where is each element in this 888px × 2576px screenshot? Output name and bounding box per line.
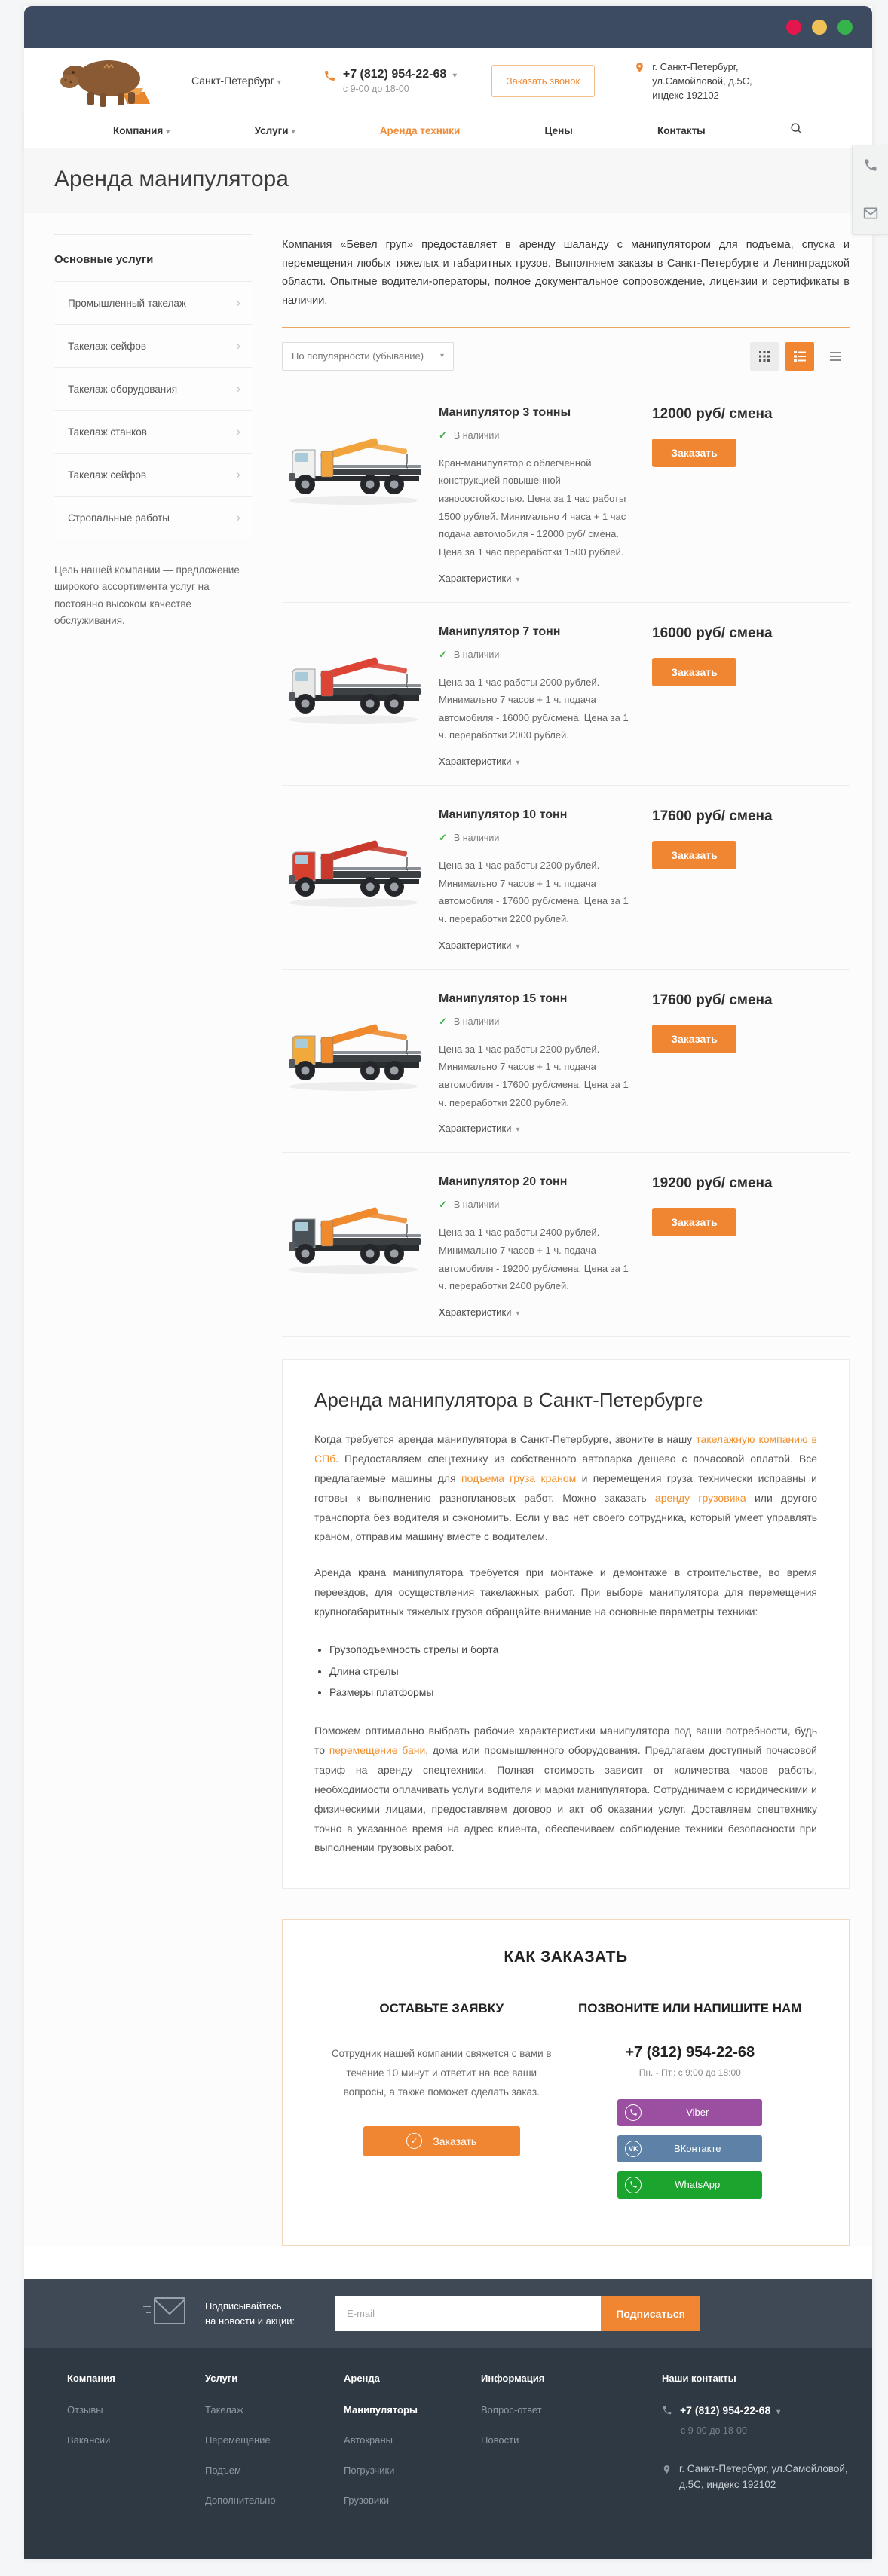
footer-link-reviews[interactable]: Отзывы [67,2403,103,2416]
callback-phone-icon[interactable] [863,157,878,173]
chevron-down-icon: ▾ [516,759,520,768]
location-pin-icon [634,60,645,75]
leave-request-column [317,2000,566,2208]
footer-heading: Наши контакты [662,2372,736,2384]
leave-request-text: Сотрудник нашей компании свяжется с вами в течение 10 минут и ответит на все ваши вопросы, а также поможет сделать заказ. [331,2047,552,2098]
contact-hours: Пн. - Пт.: с 9:00 до 18:00 [638,2067,741,2078]
check-icon: ✓ [439,1199,447,1211]
sort-select[interactable]: По популярности (убывание) ▾ [282,342,454,371]
specs-toggle[interactable]: Характеристики ▾ [439,1306,520,1318]
footer-column-info [481,2373,662,2525]
view-grid-icon[interactable] [750,342,779,371]
inline-link[interactable]: перемещение бани [329,1743,426,1756]
sidebar-item-slinging-works[interactable]: Стропальные работы › [54,497,252,539]
footer-link-lifting[interactable]: Подъем [205,2464,241,2476]
bottom-gap [0,2559,888,2576]
footer-link-trucks[interactable]: Грузовики [344,2494,390,2506]
phone-icon [662,2405,672,2416]
whatsapp-icon [625,2177,642,2193]
product-description: Кран-манипулятор с облегченной конструкцией повышенной износостойкостью. Цена за 1 час работы 1500 рублей. Минимально 4 часа + 1 час подача автомобиля - 12000 руб/ смена. Цена за 1 час переработки 1500 рублей. [439,457,626,558]
footer-address: г. Санкт-Петербург, ул.Самойловой, д.5С, индекс 192102 [662,2461,850,2493]
window-control-minimize-icon[interactable] [812,20,827,35]
footer-link-autocranes[interactable]: Автокраны [344,2434,393,2446]
order-button[interactable]: Заказать [652,1025,736,1053]
chevron-down-icon: ▾ [452,71,457,80]
product-price: 16000 руб/ смена [652,625,773,641]
footer-link-vacancies[interactable]: Вакансии [67,2434,111,2446]
specs-toggle[interactable]: Характеристики ▾ [439,939,520,951]
chevron-right-icon: › [236,467,240,481]
window-control-maximize-icon[interactable] [837,20,853,35]
catalog-toolbar [282,342,850,371]
check-circle-icon: ✓ [406,2133,422,2149]
footer-column-rent [344,2373,481,2525]
site-header [24,48,872,113]
product-description: Цена за 1 час работы 2200 рублей. Минимально 7 часов + 1 ч. подача автомобиля - 17600 руб/смена. Цена за 1 ч. переработки 2200 рублей. [439,1043,629,1108]
truck-image[interactable] [282,991,425,1099]
sidebar-item-equipment-rigging[interactable]: Такелаж оборудования › [54,368,252,411]
chevron-right-icon: › [236,295,240,310]
truck-image[interactable] [282,405,425,512]
footer-heading: Информация [481,2372,545,2384]
sidebar-services-list [54,281,252,539]
sidebar-item-safe-rigging[interactable]: Такелаж сейфов › [54,325,252,368]
specs-toggle[interactable]: Характеристики ▾ [439,756,520,768]
newsletter-envelope-icon [143,2296,187,2331]
address-line: г. Санкт-Петербург, [652,60,739,72]
leave-request-heading: ОСТАВЬТЕ ЗАЯВКУ [379,2001,504,2016]
product-title[interactable]: Манипулятор 10 тонн [439,808,568,822]
chevron-right-icon: › [236,381,240,396]
chevron-down-icon: ▾ [291,127,295,136]
seo-bullet: • Длина стрелы [329,1661,817,1682]
site-footer [24,2348,872,2559]
chevron-down-icon: ▾ [277,78,281,87]
specs-toggle[interactable]: Характеристики ▾ [439,1123,520,1135]
location-pin-icon [662,2463,672,2476]
footer-link-faq[interactable]: Вопрос-ответ [481,2403,542,2416]
call-or-write-column [566,2000,815,2208]
footer-hours: с 9-00 до 18-00 [681,2425,747,2436]
mail-icon[interactable] [863,206,878,221]
subscribe-bar [24,2279,872,2348]
product-price: 19200 руб/ смена [652,1175,773,1192]
header-phone-block [323,68,457,94]
chevron-right-icon: › [236,510,240,524]
nav-item-services[interactable]: Услуги ▾ [254,124,295,136]
chevron-down-icon: ▾ [439,352,444,361]
availability-label: В наличии [453,649,500,660]
seo-paragraph: Когда требуется аренда манипулятора в Санкт-Петербурге, звоните в нашу такелажную компанию в СПб. Предоставляем спецтехнику из собственного автопарка дешево с почасовой оплатой. Все предлагаемые машины для подъема груза краном и перемещения груза технически исправны и готовы к выполнению разноплановых работ. Можно заказать аренду грузовика или другого транспорта без водителя и сэкономить. Если у вас нет своего сотрудника, который умеет управлять краном, отправим машину вместе с водителем. [314,1433,817,1543]
specs-toggle[interactable]: Характеристики ▾ [439,572,520,584]
check-icon: ✓ [439,832,447,844]
footer-link-manipulators[interactable]: Манипуляторы [344,2403,418,2416]
call-or-write-heading: ПОЗВОНИТЕ ИЛИ НАПИШИТЕ НАМ [578,2001,802,2016]
order-request-button[interactable]: ✓ Заказать [363,2126,520,2156]
product-card [282,970,850,1154]
availability-label: В наличии [453,1016,500,1027]
product-price: 17600 руб/ смена [652,992,773,1008]
seo-bullet-list [314,1639,817,1704]
chevron-down-icon: ▾ [776,2407,781,2416]
chevron-down-icon: ▾ [516,942,520,951]
truck-image[interactable] [282,1174,425,1282]
address-line: ул.Самойловой, д.5С, [652,75,752,87]
main-column [282,234,850,2246]
seo-paragraph: Поможем оптимально выбрать рабочие характеристики манипулятора под ваши потребности, будь то перемещение бани, дома или промышленного оборудования. Предлагаем доступный почасовой тариф на аренду спецтехники. Полная стоимость зависит от количества часов работы, необходимости оплачивать услуги водителя и марки манипулятора. Сотрудничаем с юридическими и физическими лицами, предоставляем договор и акт об оказании услуг. Доставляем спецтехнику точно в указанное время на адрес клиента, обеспечиваем соблюдение техники безопасности при выполнении грузовых работ. [314,1725,817,1854]
nav-item-contacts[interactable]: Контакты [657,124,706,136]
sidebar [54,234,252,2246]
product-description: Цена за 1 час работы 2400 рублей. Минимально 7 часов + 1 ч. подача автомобиля - 19200 руб/смена. Цена за 1 ч. переработки 2400 рублей. [439,1227,629,1292]
address-line: индекс 192102 [652,89,719,101]
order-button[interactable]: Заказать [652,439,736,467]
chevron-right-icon: › [236,424,240,439]
footer-link-news[interactable]: Новости [481,2434,519,2446]
product-title[interactable]: Манипулятор 20 тонн [439,1175,568,1189]
how-to-order-heading: КАК ЗАКАЗАТЬ [504,1948,628,1966]
viber-icon [625,2104,642,2121]
availability-label: В наличии [453,1199,500,1211]
footer-column-company [67,2373,205,2525]
footer-heading: Услуги [205,2372,238,2384]
inline-link[interactable]: подъема груза краном [461,1471,577,1484]
availability-label: В наличии [453,833,500,844]
city-label: Санкт-Петербург [191,75,274,87]
chevron-down-icon: ▾ [516,575,520,584]
search-icon[interactable] [790,122,803,139]
check-icon: ✓ [439,648,447,660]
viber-button[interactable]: Viber [617,2099,762,2126]
footer-heading: Аренда [344,2372,380,2384]
city-selector[interactable] [191,75,281,87]
footer-column-services [205,2373,344,2525]
footer-link-rigging[interactable]: Такелаж [205,2403,243,2416]
phone-hours: с 9-00 до 18-00 [342,83,409,94]
vk-icon: VK [625,2141,642,2157]
seo-bullet: • Грузоподъемность стрелы и борта [329,1639,817,1661]
availability-label: В наличии [453,429,500,441]
truck-image[interactable] [282,624,425,732]
browser-window [24,6,872,2559]
accent-divider [282,327,850,328]
check-icon: ✓ [439,1015,447,1027]
view-lines-icon[interactable] [821,342,850,371]
seo-paragraph: Аренда крана манипулятора требуется при монтаже и демонтаже в строительстве, во время переездов, для осуществления такелажных работ. При выборе манипулятора для перемещения крупногабаритных тяжелых грузов обращайте внимание на основные параметры техники: [314,1566,817,1618]
product-list [282,383,850,1337]
view-list-icon[interactable] [785,342,814,371]
sidebar-heading: Основные услуги [54,253,154,266]
sidebar-item-safe-rigging-2[interactable]: Такелаж сейфов › [54,454,252,497]
product-title[interactable]: Манипулятор 7 тонн [439,625,561,638]
phone-icon [323,68,336,86]
divider [54,234,252,235]
product-description: Цена за 1 час работы 2000 рублей. Минимально 7 часов + 1 ч. подача автомобиля - 16000 руб/смена. Цена за 1 ч. переработки 2000 рублей. [439,676,629,741]
nav-item-company[interactable]: Компания ▾ [113,124,170,136]
window-control-close-icon[interactable] [786,20,801,35]
product-price: 12000 руб/ смена [652,405,773,422]
seo-text-block [282,1359,850,1889]
footer-heading: Компания [67,2372,115,2384]
inline-link[interactable]: аренду грузовика [654,1491,746,1504]
truck-image[interactable] [282,807,425,915]
page-title: Аренда манипулятора [54,167,289,191]
product-title[interactable]: Манипулятор 3 тонны [439,405,571,419]
chevron-down-icon: ▾ [166,127,170,136]
sidebar-note: Цель нашей компании — предложение широкого ассортимента услуг на постоянно высоком качестве обслуживания. [54,564,240,627]
content [24,213,872,2246]
contact-phone-number[interactable]: +7 (812) 954-22-68 [625,2043,755,2061]
product-card [282,786,850,970]
footer-link-moving[interactable]: Перемещение [205,2434,271,2446]
main-nav [24,113,872,148]
header-phone-number[interactable]: +7 (812) 954-22-68 ▾ [342,67,457,81]
callback-button[interactable]: Заказать звонок [491,65,595,97]
order-button[interactable]: Заказать [652,658,736,686]
floating-contact-widget [852,145,888,235]
email-input[interactable] [335,2296,601,2331]
page-title-band [24,148,872,213]
hippo-logo[interactable] [53,51,160,110]
subscribe-label: Подписывайтесь на новости и акции: [205,2299,295,2327]
nav-item-equipment-rent[interactable]: Аренда техники [379,124,461,136]
product-title[interactable]: Манипулятор 15 тонн [439,992,568,1005]
footer-phone-number[interactable]: +7 (812) 954-22-68 ▾ [680,2403,781,2416]
how-to-order-block [282,1919,850,2246]
footer-link-additional[interactable]: Дополнительно [205,2494,276,2506]
chevron-right-icon: › [236,338,240,353]
nav-item-prices[interactable]: Цены [544,124,573,136]
footer-column-contacts [662,2373,850,2525]
header-address [634,60,752,102]
product-description: Цена за 1 час работы 2200 рублей. Минимально 7 часов + 1 ч. подача автомобиля - 17600 руб/смена. Цена за 1 ч. переработки 2200 рублей. [439,860,629,925]
product-card [282,383,850,603]
page [0,6,888,2576]
product-price: 17600 руб/ смена [652,808,773,825]
check-icon: ✓ [439,429,447,441]
window-controls [786,20,853,35]
order-button[interactable]: Заказать [652,1208,736,1236]
chevron-down-icon: ▾ [516,1309,520,1318]
intro-text: Компания «Бевел груп» предоставляет в аренду шаланду с манипулятором для подъема, спуска и перемещения любых тяжелых и габаритных грузов. Выполняем заказы в Санкт-Петербурге и Ленинградской области. Опытные водители-операторы, полное документальное сопровождение, лицензии и сертификаты в наличии. [282,239,850,307]
seo-heading: Аренда манипулятора в Санкт-Петербурге [314,1389,703,1411]
inline-link[interactable]: такелажную компанию в СПб [314,1433,817,1465]
sidebar-item-machine-rigging[interactable]: Такелаж станков › [54,411,252,454]
sidebar-item-industrial-rigging[interactable]: Промышленный такелаж › [54,282,252,325]
product-card [282,1153,850,1337]
seo-bullet: • Размеры платформы [329,1682,817,1704]
vk-button[interactable]: VK ВКонтакте [617,2135,762,2162]
view-toggles [750,342,850,371]
order-button[interactable]: Заказать [652,841,736,869]
subscribe-button[interactable]: Подписаться [601,2296,700,2331]
product-card [282,603,850,787]
window-titlebar [24,6,872,48]
whatsapp-button[interactable]: WhatsApp [617,2171,762,2199]
chevron-down-icon: ▾ [516,1126,520,1135]
footer-link-loaders[interactable]: Погрузчики [344,2464,395,2476]
